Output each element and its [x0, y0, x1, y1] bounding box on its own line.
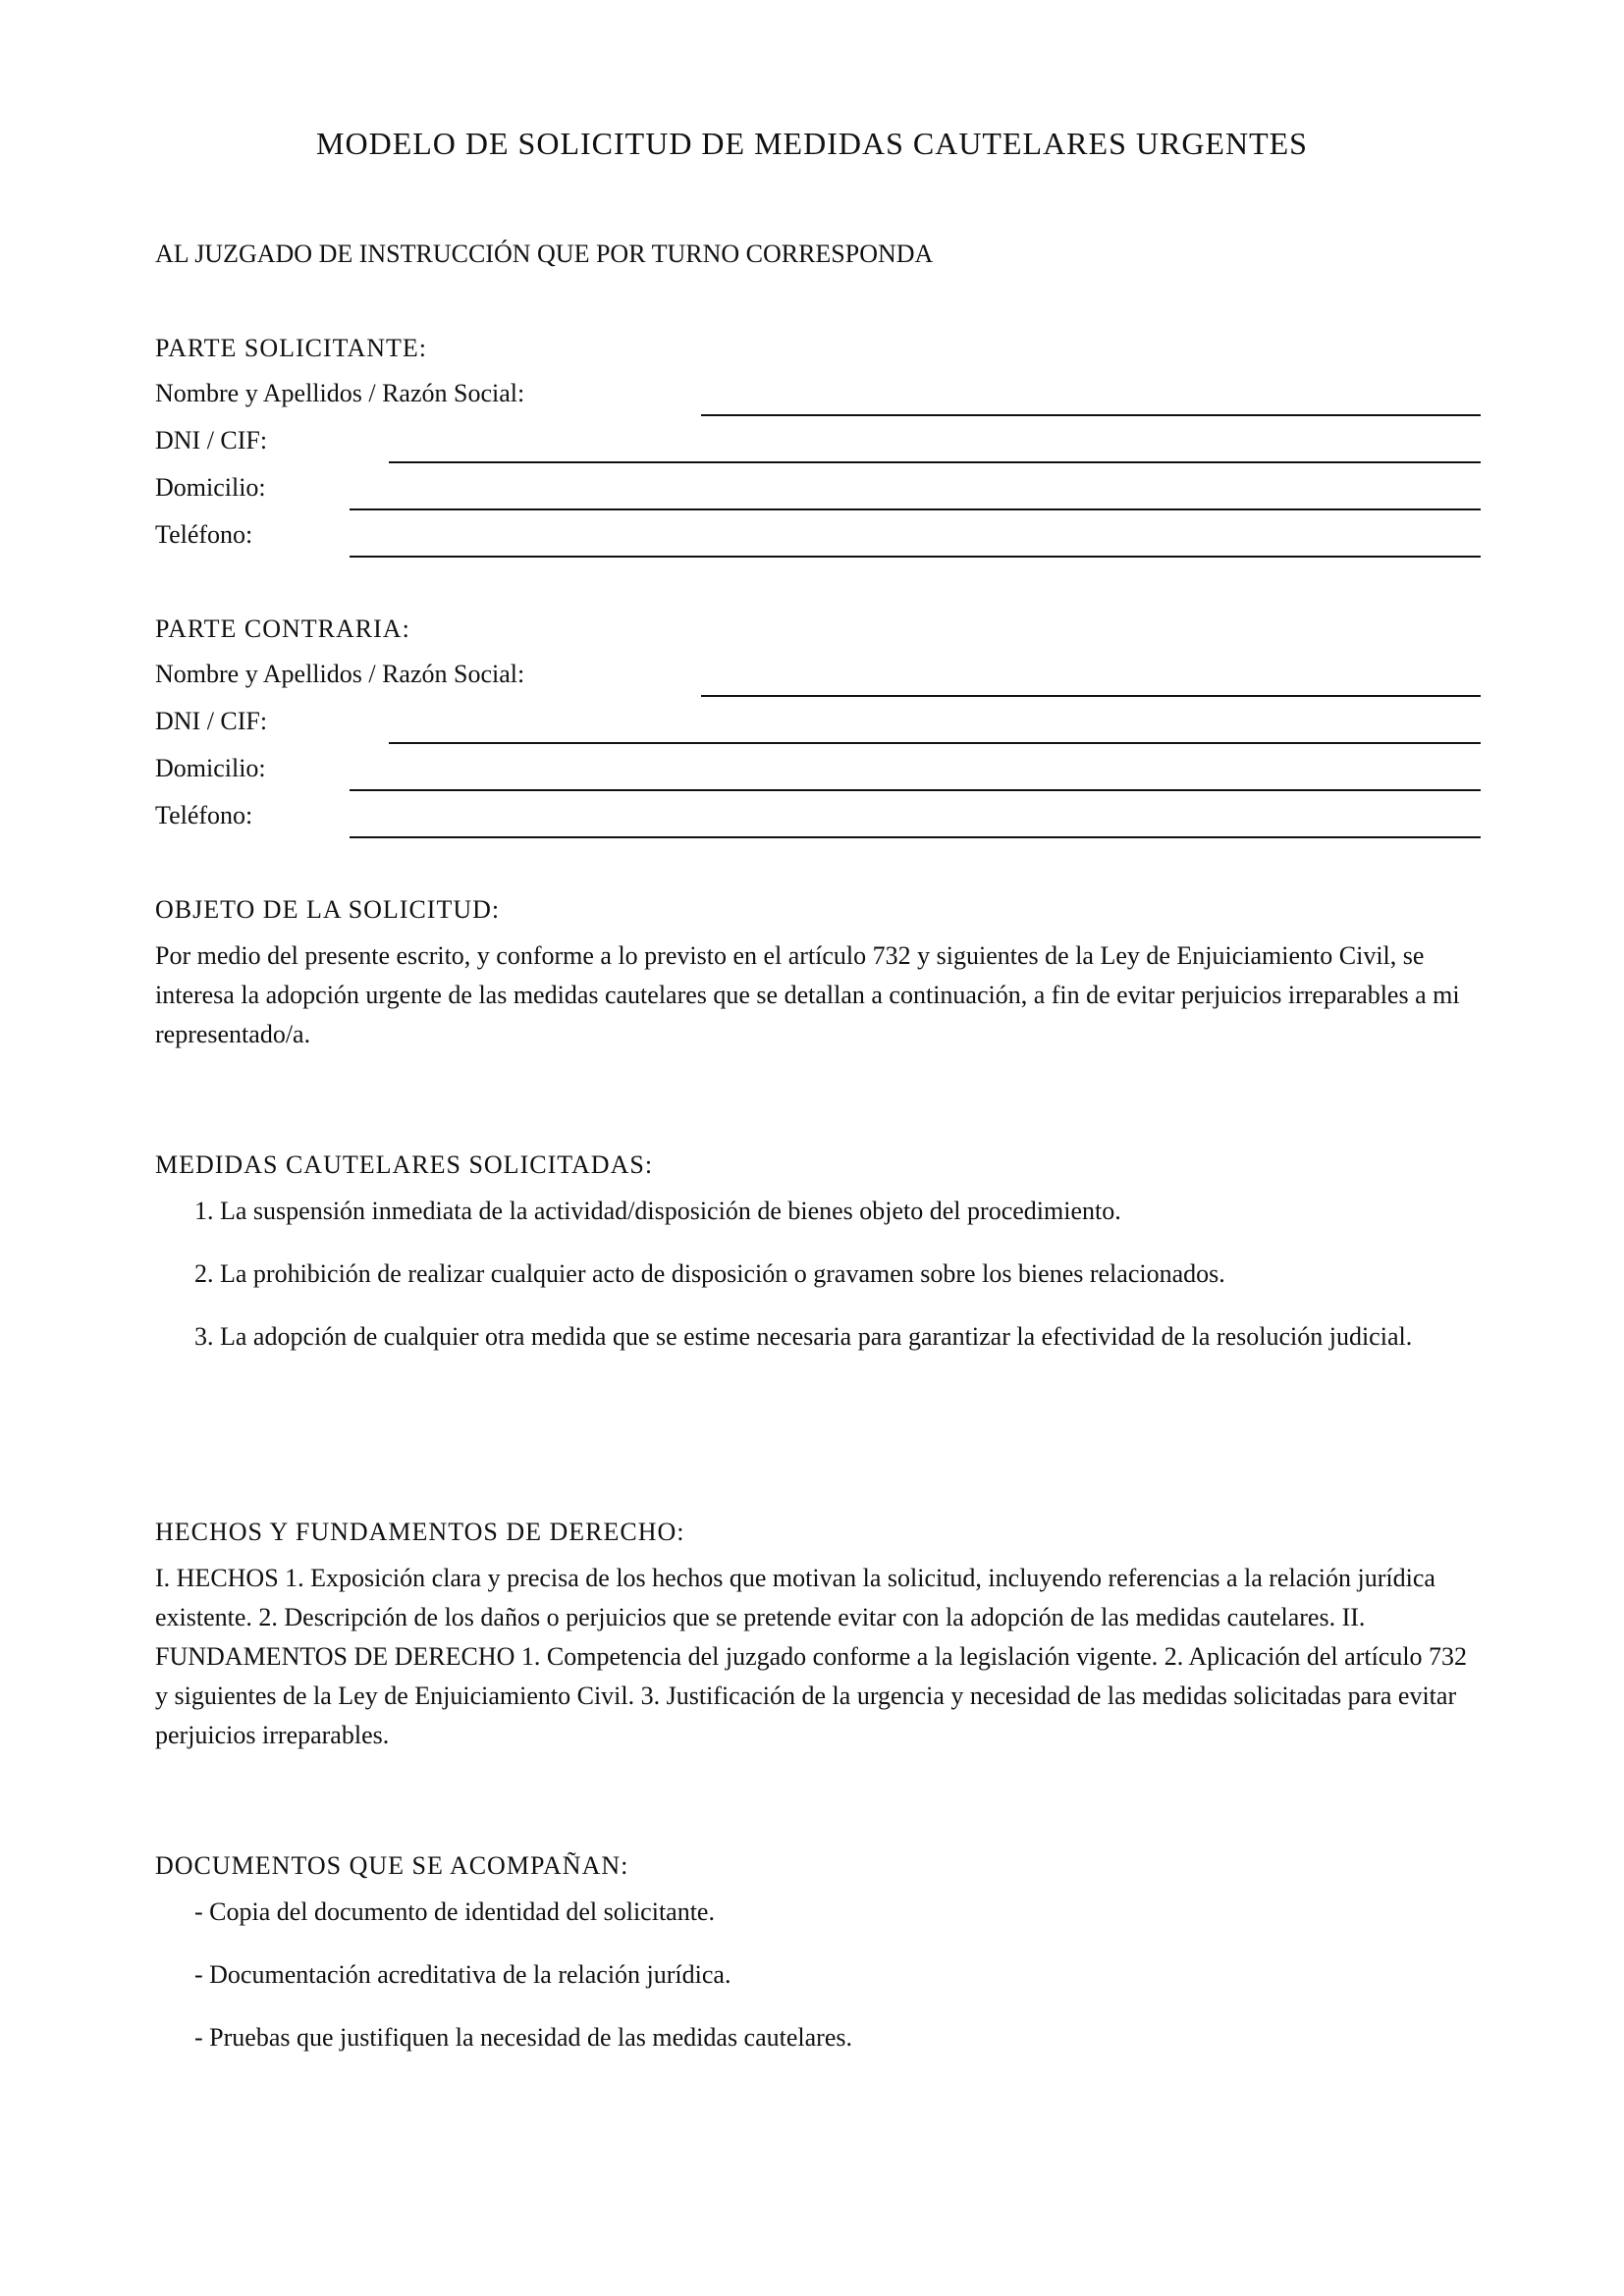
- fill-line[interactable]: [389, 742, 1481, 744]
- documentos-heading: DOCUMENTOS QUE SE ACOMPAÑAN:: [155, 1851, 629, 1880]
- field-label: Domicilio:: [155, 473, 266, 502]
- solicitante-heading: PARTE SOLICITANTE:: [155, 334, 428, 362]
- contraria-name-field[interactable]: [155, 658, 1481, 697]
- objeto-heading: OBJETO DE LA SOLICITUD:: [155, 895, 501, 924]
- documento-item-1: - Copia del documento de identidad del solicitante.: [194, 1897, 715, 1926]
- fill-line[interactable]: [350, 789, 1481, 791]
- medidas-heading: MEDIDAS CAUTELARES SOLICITADAS:: [155, 1150, 654, 1179]
- contraria-dni-field[interactable]: [155, 705, 1481, 744]
- solicitante-phone-field[interactable]: [155, 518, 1481, 558]
- fill-line[interactable]: [350, 836, 1481, 838]
- fill-line[interactable]: [350, 508, 1481, 510]
- field-label: DNI / CIF:: [155, 426, 268, 454]
- medida-item-3: 3. La adopción de cualquier otra medida que se estime necesaria para garantizar la efectividad de la resolución judicial.: [194, 1322, 1413, 1351]
- fill-line[interactable]: [389, 461, 1481, 463]
- medida-item-2: 2. La prohibición de realizar cualquier acto de disposición o gravamen sobre los bienes relacionados.: [194, 1259, 1225, 1288]
- contraria-address-field[interactable]: [155, 752, 1481, 791]
- fill-line[interactable]: [701, 695, 1481, 697]
- objeto-paragraph: Por medio del presente escrito, y conforme a lo previsto en el artículo 732 y siguientes de la Ley de Enjuiciamiento Civil, se interesa la adopción urgente de las medidas cautelares que se detallan a continuación, a fin de evitar perjuicios irreparables a mi representado/a.: [155, 941, 1460, 1048]
- medida-item-1: 1. La suspensión inmediata de la actividad/disposición de bienes objeto del procedimiento.: [194, 1197, 1121, 1225]
- hechos-paragraph: I. HECHOS 1. Exposición clara y precisa de los hechos que motivan la solicitud, incluyendo referencias a la relación jurídica existente. 2. Descripción de los daños o perjuicios que se pretende evitar con la adopción de las medidas cautelares. II. FUNDAMENTOS DE DERECHO 1. Competencia del juzgado conforme a la legislación vigente. 2. Aplicación del artículo 732 y siguientes de la Ley de Enjuiciamiento Civil. 3. Justificación de la urgencia y necesidad de las medidas solicitadas para evitar perjuicios irreparables.: [155, 1564, 1468, 1749]
- solicitante-dni-field[interactable]: [155, 424, 1481, 463]
- documento-item-3: - Pruebas que justifiquen la necesidad de las medidas cautelares.: [194, 2023, 852, 2052]
- field-label: Teléfono:: [155, 520, 253, 549]
- contraria-phone-field[interactable]: [155, 799, 1481, 838]
- field-label: Domicilio:: [155, 754, 266, 782]
- document-title: MODELO DE SOLICITUD DE MEDIDAS CAUTELARES URGENTES: [316, 126, 1308, 161]
- contraria-heading: PARTE CONTRARIA:: [155, 614, 410, 643]
- court-addressee: AL JUZGADO DE INSTRUCCIÓN QUE POR TURNO CORRESPONDA: [155, 240, 934, 268]
- hechos-heading: HECHOS Y FUNDAMENTOS DE DERECHO:: [155, 1518, 685, 1546]
- fill-line[interactable]: [701, 414, 1481, 416]
- field-label: DNI / CIF:: [155, 707, 268, 735]
- solicitante-address-field[interactable]: [155, 471, 1481, 510]
- solicitante-name-field[interactable]: [155, 377, 1481, 416]
- documento-item-2: - Documentación acreditativa de la relación jurídica.: [194, 1960, 731, 1989]
- fill-line[interactable]: [350, 556, 1481, 558]
- field-label: Nombre y Apellidos / Razón Social:: [155, 379, 525, 407]
- field-label: Teléfono:: [155, 801, 253, 829]
- field-label: Nombre y Apellidos / Razón Social:: [155, 660, 525, 688]
